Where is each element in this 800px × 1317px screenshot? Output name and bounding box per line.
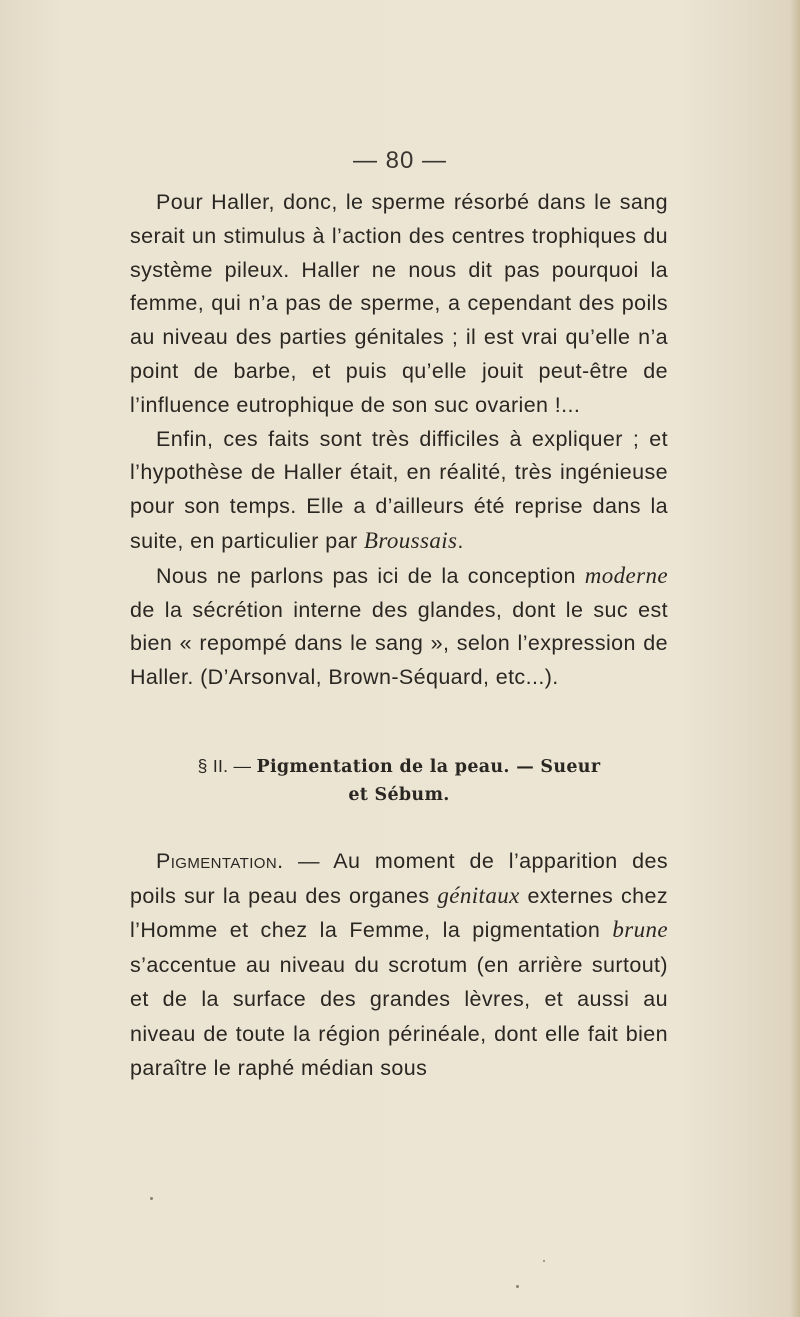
text-run: s’accentue au niveau du scrotum (en arrière surtout) et de la surface des grandes lèvres, et aussi au niveau de toute la région périnéale, dont elle fait bien paraître le raphé médian sous	[130, 952, 668, 1080]
page-edge-shadow	[790, 0, 800, 1317]
italic-text: génitaux	[437, 882, 520, 908]
italic-text: Broussais	[363, 527, 458, 553]
paragraph-2	[130, 423, 668, 559]
paragraph-pigmentation-content	[130, 849, 668, 1080]
paragraph-3	[130, 559, 668, 695]
section-number: § II. —	[197, 756, 252, 776]
text-run: externes chez l’Homme et chez la Femme, la pigmentation	[130, 883, 668, 942]
section-title: Pigmentation de la peau. — Sueur	[256, 757, 601, 777]
text-run: Pour Haller, donc, le sperme résorbé dans le sang serait un stimulus à l’action des centres trophiques du système pileux. Haller ne nous dit pas pourquoi la femme, qui n’a pas de sperme, a cependant des poils au niveau des parties génitales ; il est vrai qu’elle n’a point de barbe, et puis qu’elle jouit peut-être de l’influence eutrophique de son suc ovarien !...	[130, 190, 668, 417]
paper-speck	[543, 1260, 545, 1262]
section-heading-line-1	[130, 752, 668, 781]
text-run: Enfin, ces faits sont très difficiles à expliquer ; et l’hypothèse de Haller était, en réalité, très ingénieuse pour son temps. Elle a d’ailleurs été reprise dans la suite, en particulier par	[130, 426, 668, 553]
body-text	[130, 186, 668, 695]
paper-speck	[150, 1197, 153, 1200]
section-body-text	[130, 844, 668, 1086]
paragraph-pigmentation	[130, 844, 668, 1086]
text-run: Nous ne parlons pas ici de la conception	[156, 563, 585, 588]
text-run: — Au moment de l’apparition des poils sur la peau des organes	[130, 849, 668, 908]
section-heading-line-2: et Sébum.	[348, 785, 450, 805]
paragraph-1	[130, 186, 668, 423]
italic-text: brune	[612, 917, 668, 942]
text-run: de la sécrétion interne des glandes, dont le suc est bien « repompé dans le sang », selon l’expression de Haller. (D’Arsonval, Brown-Séquard, etc...).	[130, 597, 668, 690]
paragraph-lead: Pigmentation.	[156, 849, 284, 873]
page-number: — 80 —	[352, 147, 448, 174]
section-heading	[130, 752, 668, 809]
italic-text: moderne	[584, 562, 668, 588]
text-run: .	[457, 528, 464, 553]
paper-speck	[516, 1285, 519, 1288]
